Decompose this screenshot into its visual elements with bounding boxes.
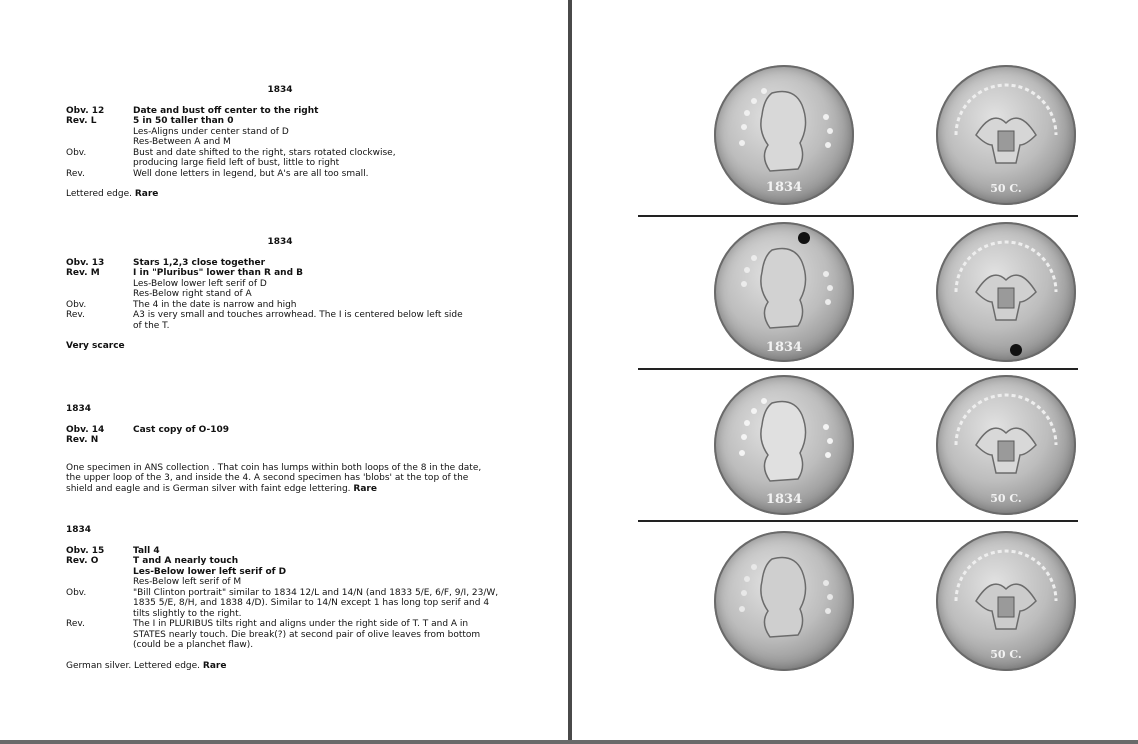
row-label [66,127,133,138]
entry-row [66,619,506,630]
entry-row [66,567,506,578]
row-label [66,321,133,332]
entry-year: 1834 [267,85,293,95]
entry-row [66,137,506,148]
row-text: The I in PLURIBUS tilts right and aligns under the right side of T. T and A in [133,619,469,629]
row-label: Obv. 15 [66,545,105,556]
row-text: Bust and date shifted to the right, stars rotated clockwise, [133,147,396,158]
entry-obv14-revN [66,404,506,494]
coin-denomination: 50 C. [990,492,1022,505]
entry-row [66,588,506,599]
entry-year: 1834 [267,237,293,247]
entry-row [66,127,506,138]
row-label [66,598,133,609]
coin-obverse-image [714,531,854,671]
row-text: Res-Below right stand of A [133,289,252,299]
row-text: Les-Below lower left serif of D [133,566,287,577]
row-label: Obv. 14 [66,424,105,435]
entry-row [66,425,506,436]
note-text: Lettered edge. [66,189,132,199]
row-text: Les-Below lower left serif of D [133,278,267,289]
entry-row [66,106,506,117]
row-label [66,279,133,290]
row-text: "Bill Clinton portrait" similar to 1834 12/L and 14/N (and 1833 5/E, 6/F, 9/I, 23/W, [133,587,499,598]
row-text: producing large field left of bust, little to right [133,158,340,168]
hole-mark [798,232,810,244]
row-label: Rev. O [66,556,99,566]
coin-reverse-image [936,375,1076,515]
entry-year: 1834 [66,525,92,535]
entry-row [66,310,506,321]
row-text [133,435,506,446]
row-text: Res-Below left serif of M [133,577,242,587]
row-label: Rev. [66,619,85,629]
entry-note [66,189,506,200]
row-text: Stars 1,2,3 close together [133,257,266,268]
row-text: 1835 5/E, 8/H, and 1838 4/D). Similar to 14/N except 1 has long top serif and 4 [133,598,490,608]
hole-mark [1010,344,1022,356]
entry-row [66,300,506,311]
entry-row [66,598,506,609]
row-label [66,609,133,620]
entry-row [66,630,506,641]
row-label [66,577,133,588]
plate-divider [638,368,1078,370]
capped-bust-obverse-icon [714,531,854,671]
left-page [0,0,568,740]
row-label [66,137,133,148]
entry-obv15-revO [66,525,506,671]
row-label: Obv. [66,147,87,158]
row-label [66,640,133,651]
paragraph-text: One specimen in ANS collection . That coin has lumps within both loops of the 8 in the date, the upper loop of the 3, and inside the 4. A second specimen has 'blobs' at the top of the shield and eagle and is German silver with faint edge lettering. [66,462,482,494]
entry-note [66,341,506,352]
row-text: Cast copy of O-109 [133,424,230,435]
coin-reverse-image [936,222,1076,362]
entry-row [66,640,506,651]
row-text: of the T. [133,320,170,331]
entry-paragraph [66,463,491,495]
row-text: I in "Pluribus" lower than R and B [133,268,303,278]
entry-row [66,609,506,620]
row-label: Rev. [66,168,85,179]
row-label [66,289,133,300]
row-label: Rev. M [66,268,100,278]
row-label: Obv. [66,299,87,310]
plate-divider [638,520,1078,522]
entry-note [66,661,506,672]
coin-denomination: 50 C. [990,648,1022,661]
entry-row [66,321,506,332]
plate-divider [638,215,1078,217]
entry-row [66,279,506,290]
row-text: Tall 4 [133,545,160,556]
rarity-label: Very scarce [66,341,125,351]
row-label: Obv. 12 [66,105,105,116]
row-text: 5 in 50 taller than 0 [133,116,234,126]
entry-row [66,148,506,159]
entry-row [66,158,506,169]
coin-obverse-image [714,65,854,205]
row-label: Rev. N [66,435,99,445]
eagle-reverse-icon [936,222,1076,362]
entry-row [66,577,506,588]
row-label: Obv. [66,587,87,598]
row-label: Obv. 13 [66,257,105,268]
entry-row [66,169,506,180]
coin-obverse-image [714,222,854,362]
entry-obv13-revM [66,237,506,352]
coin-denomination: 50 C. [990,182,1022,195]
entry-row [66,435,506,446]
entry-year: 1834 [66,404,92,414]
entry-obv12-revL [66,85,506,200]
row-text: (could be a planchet flaw). [133,640,254,650]
entry-row [66,546,506,557]
rarity-label: Rare [134,189,159,199]
row-text: Well done letters in legend, but A's are all too small. [133,168,369,179]
coin-date: 1834 [765,180,803,195]
row-label: Rev. [66,310,85,320]
coin-reverse-image [936,65,1076,205]
row-text: Date and bust off center to the right [133,105,319,116]
coin-reverse-image [936,531,1076,671]
right-page [572,0,1138,740]
rarity-label: Rare [202,660,227,671]
row-text: The 4 in the date is narrow and high [133,299,297,310]
entry-row [66,556,506,567]
bottom-scrollbar[interactable] [0,740,1138,744]
row-text: A3 is very small and touches arrowhead. The I is centered below left side [133,310,463,320]
row-label [66,630,133,641]
coin-date: 1834 [765,340,803,355]
entry-row [66,116,506,127]
row-text: tilts slightly to the right. [133,608,242,619]
row-text: T and A nearly touch [133,556,239,566]
rarity-label: Rare [353,483,377,494]
entry-row [66,258,506,269]
row-text: Les-Aligns under center stand of D [133,126,289,137]
entry-row [66,268,506,279]
note-text: German silver. Lettered edge. [66,660,201,671]
entry-row [66,289,506,300]
coin-date: 1834 [765,492,803,507]
row-label: Rev. L [66,116,97,126]
row-label [66,158,133,169]
row-text: Res-Between A and M [133,137,231,147]
coin-obverse-image [714,375,854,515]
row-label [66,567,133,578]
row-text: STATES nearly touch. Die break(?) at second pair of olive leaves from bottom [133,629,481,640]
